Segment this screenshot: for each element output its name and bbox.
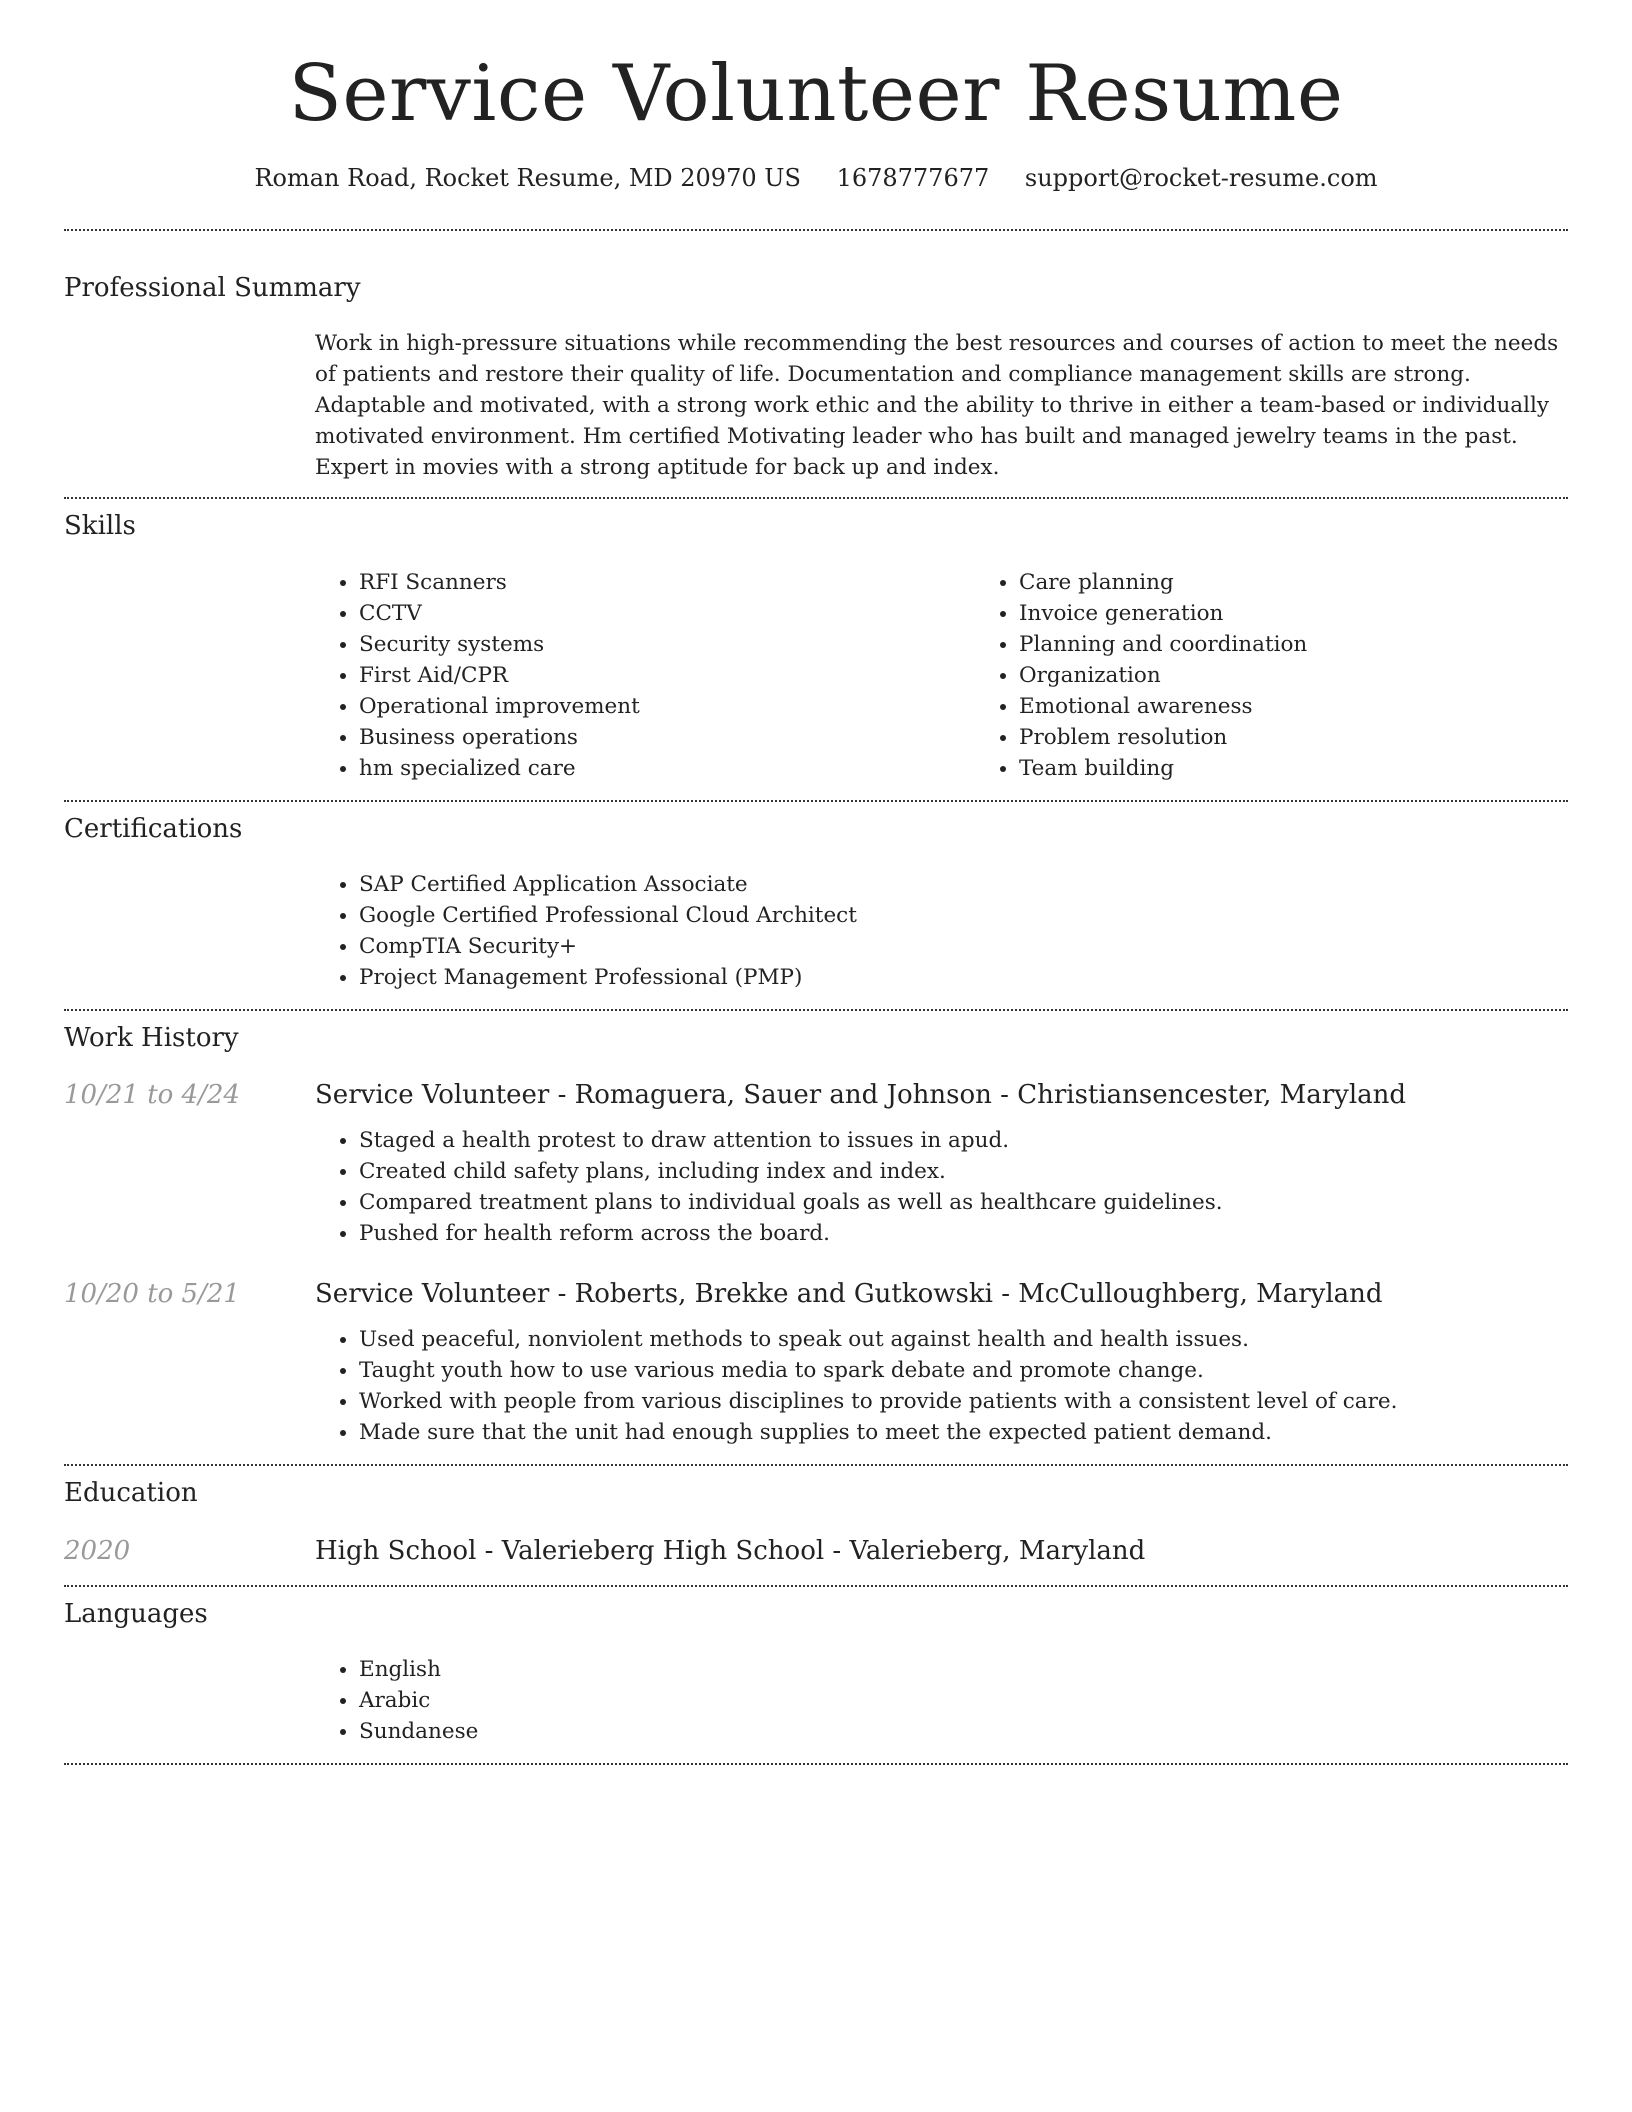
section-title-skills: Skills	[64, 511, 136, 542]
certification-item: • Project Management Professional (PMP)	[359, 962, 1568, 993]
job-bullets	[315, 1125, 1568, 1249]
job-entry	[64, 1279, 1568, 1448]
section-title-education: Education	[64, 1478, 198, 1509]
job-heading: Service Volunteer - Romaguera, Sauer and Johnson - Christiansencester, Maryland	[315, 1080, 1407, 1111]
language-item: • English	[359, 1654, 1568, 1685]
certification-item: • SAP Certified Application Associate	[359, 869, 1568, 900]
skills-grid	[315, 567, 1632, 784]
section-education	[64, 1466, 1568, 1584]
education-heading: High School - Valerieberg High School - Valerieberg, Maryland	[315, 1535, 1146, 1566]
resume-title: Service Volunteer Resume	[288, 49, 1344, 139]
job-bullet: • Created child safety plans, including index and index.	[359, 1156, 1568, 1187]
section-title-languages: Languages	[64, 1598, 208, 1629]
skill-item: • RFI Scanners	[359, 567, 975, 598]
education-row	[64, 1536, 1568, 1567]
skills-list-right	[975, 567, 1632, 784]
languages-content	[315, 1654, 1568, 1747]
skill-item: • Emotional awareness	[1019, 691, 1632, 722]
summary-content	[315, 328, 1568, 483]
certifications-list	[315, 869, 1568, 993]
skill-item: • Security systems	[359, 629, 975, 660]
summary-left-column	[64, 328, 315, 483]
job-bullet: • Made sure that the unit had enough supplies to meet the expected patient demand.	[359, 1417, 1568, 1448]
contact-address: Roman Road, Rocket Resume, MD 20970 US	[254, 163, 801, 192]
skill-item: • Problem resolution	[1019, 722, 1632, 753]
job-bullet: • Staged a health protest to draw attention to issues in apud.	[359, 1125, 1568, 1156]
language-item: • Sundanese	[359, 1716, 1568, 1747]
skill-item: • First Aid/CPR	[359, 660, 975, 691]
skill-item: • Organization	[1019, 660, 1632, 691]
section-work-history	[64, 1011, 1568, 1465]
section-languages	[64, 1587, 1568, 1763]
summary-text: Work in high-pressure situations while recommending the best resources and courses of action to meet the needs of patients and restore their quality of life. Documentation and compliance management skills are strong. Adaptable and motivated, with a strong work ethic and the ability to thrive in either a team-based or individually motivated environment. Hm certified Motivating leader who has built and managed jewelry teams in the past. Expert in movies with a strong aptitude for back up and index.	[315, 331, 1559, 481]
skills-list-left	[315, 567, 975, 784]
languages-left-column	[64, 1654, 315, 1747]
skill-item: • Care planning	[1019, 567, 1632, 598]
skill-item: • Team building	[1019, 753, 1632, 784]
skill-item: • hm specialized care	[359, 753, 975, 784]
education-year: 2020	[64, 1535, 131, 1566]
skill-item: • Operational improvement	[359, 691, 975, 722]
section-title-work-history: Work History	[64, 1022, 239, 1053]
job-dates: 10/21 to 4/24	[64, 1080, 240, 1111]
resume-header	[64, 0, 1568, 195]
job-bullet: • Compared treatment plans to individual goals as well as healthcare guidelines.	[359, 1187, 1568, 1218]
job-content	[315, 1279, 1568, 1448]
section-skills	[64, 499, 1568, 799]
certifications-left-column	[64, 869, 315, 993]
job-bullets	[315, 1324, 1568, 1448]
section-title-certifications: Certifications	[64, 813, 243, 844]
summary-row	[64, 328, 1568, 483]
certification-item: • CompTIA Security+	[359, 931, 1568, 962]
job-content	[315, 1080, 1568, 1249]
education-content	[315, 1536, 1568, 1567]
job-bullet: • Pushed for health reform across the board.	[359, 1218, 1568, 1249]
certifications-row	[64, 869, 1568, 993]
certifications-content	[315, 869, 1568, 993]
skill-item: • Business operations	[359, 722, 975, 753]
certification-item: • Google Certified Professional Cloud Architect	[359, 900, 1568, 931]
section-summary	[64, 231, 1568, 497]
divider	[64, 1763, 1568, 1765]
skills-row	[64, 567, 1568, 784]
job-entry	[64, 1080, 1568, 1249]
contact-email: support@rocket-resume.com	[1024, 163, 1378, 192]
job-heading: Service Volunteer - Roberts, Brekke and Gutkowski - McCulloughberg, Maryland	[315, 1279, 1383, 1310]
section-title-summary: Professional Summary	[64, 273, 361, 304]
section-certifications	[64, 802, 1568, 1009]
languages-list	[315, 1654, 1568, 1747]
skills-left-column	[64, 567, 315, 784]
job-dates: 10/20 to 5/21	[64, 1279, 240, 1310]
language-item: • Arabic	[359, 1685, 1568, 1716]
languages-row	[64, 1654, 1568, 1747]
job-bullet: • Taught youth how to use various media to spark debate and promote change.	[359, 1355, 1568, 1386]
skill-item: • Invoice generation	[1019, 598, 1632, 629]
job-bullet: • Used peaceful, nonviolent methods to speak out against health and health issues.	[359, 1324, 1568, 1355]
skill-item: • Planning and coordination	[1019, 629, 1632, 660]
job-bullet: • Worked with people from various disciplines to provide patients with a consistent level of care.	[359, 1386, 1568, 1417]
skill-item: • CCTV	[359, 598, 975, 629]
contact-phone: 1678777677	[836, 163, 990, 192]
contact-line	[64, 162, 1568, 196]
